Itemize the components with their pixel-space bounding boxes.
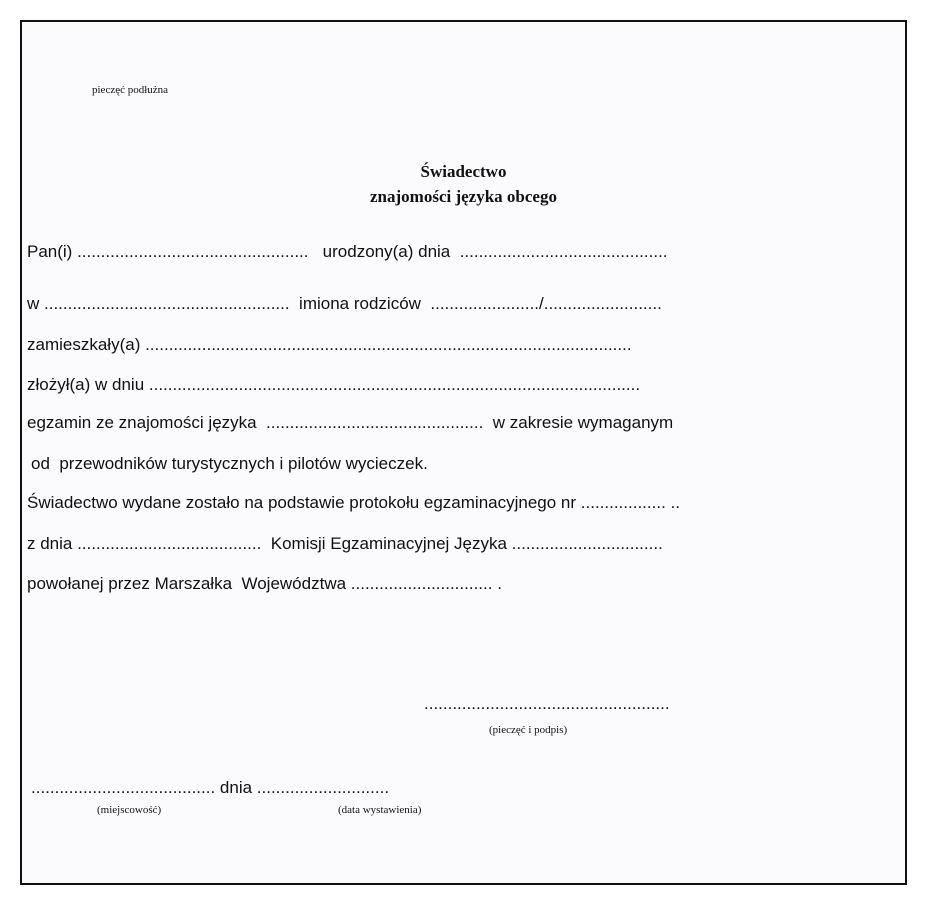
- line-residence: zamieszkały(a) .......................................................................................................: [27, 335, 632, 354]
- line-appointed-by: powołanej przez Marszałka Województwa .............................. .: [27, 574, 502, 593]
- stamp-note: pieczęć podłużna: [92, 84, 169, 96]
- date-caption: (data wystawienia): [338, 804, 422, 816]
- line-birthplace-parents: w .................................................... imiona rodziców ......................./.........................: [27, 294, 662, 313]
- certificate-title: Świadectwo: [420, 162, 507, 181]
- line-commission: z dnia ....................................... Komisji Egzaminacyjnej Języka ................................: [27, 534, 663, 553]
- signature-line: ....................................................: [424, 694, 670, 713]
- line-name-birthdate: Pan(i) ................................................. urodzony(a) dnia ............................................: [27, 242, 668, 261]
- place-date-line: ....................................... dnia ............................: [31, 778, 390, 797]
- certificate-subtitle: znajomości języka obcego: [370, 187, 557, 206]
- line-exam-language: egzamin ze znajomości języka .............................................. w zakresie wymaganym: [27, 413, 674, 432]
- signature-caption: (pieczęć i podpis): [489, 724, 568, 736]
- place-caption: (miejscowość): [97, 804, 162, 816]
- certificate-form: [20, 20, 907, 885]
- line-exam-date: złożył(a) w dniu ........................................................................................................: [27, 375, 641, 394]
- line-protocol-number: Świadectwo wydane zostało na podstawie protokołu egzaminacyjnego nr .................. ..: [27, 493, 680, 512]
- line-exam-scope: od przewodników turystycznych i pilotów wycieczek.: [31, 454, 428, 473]
